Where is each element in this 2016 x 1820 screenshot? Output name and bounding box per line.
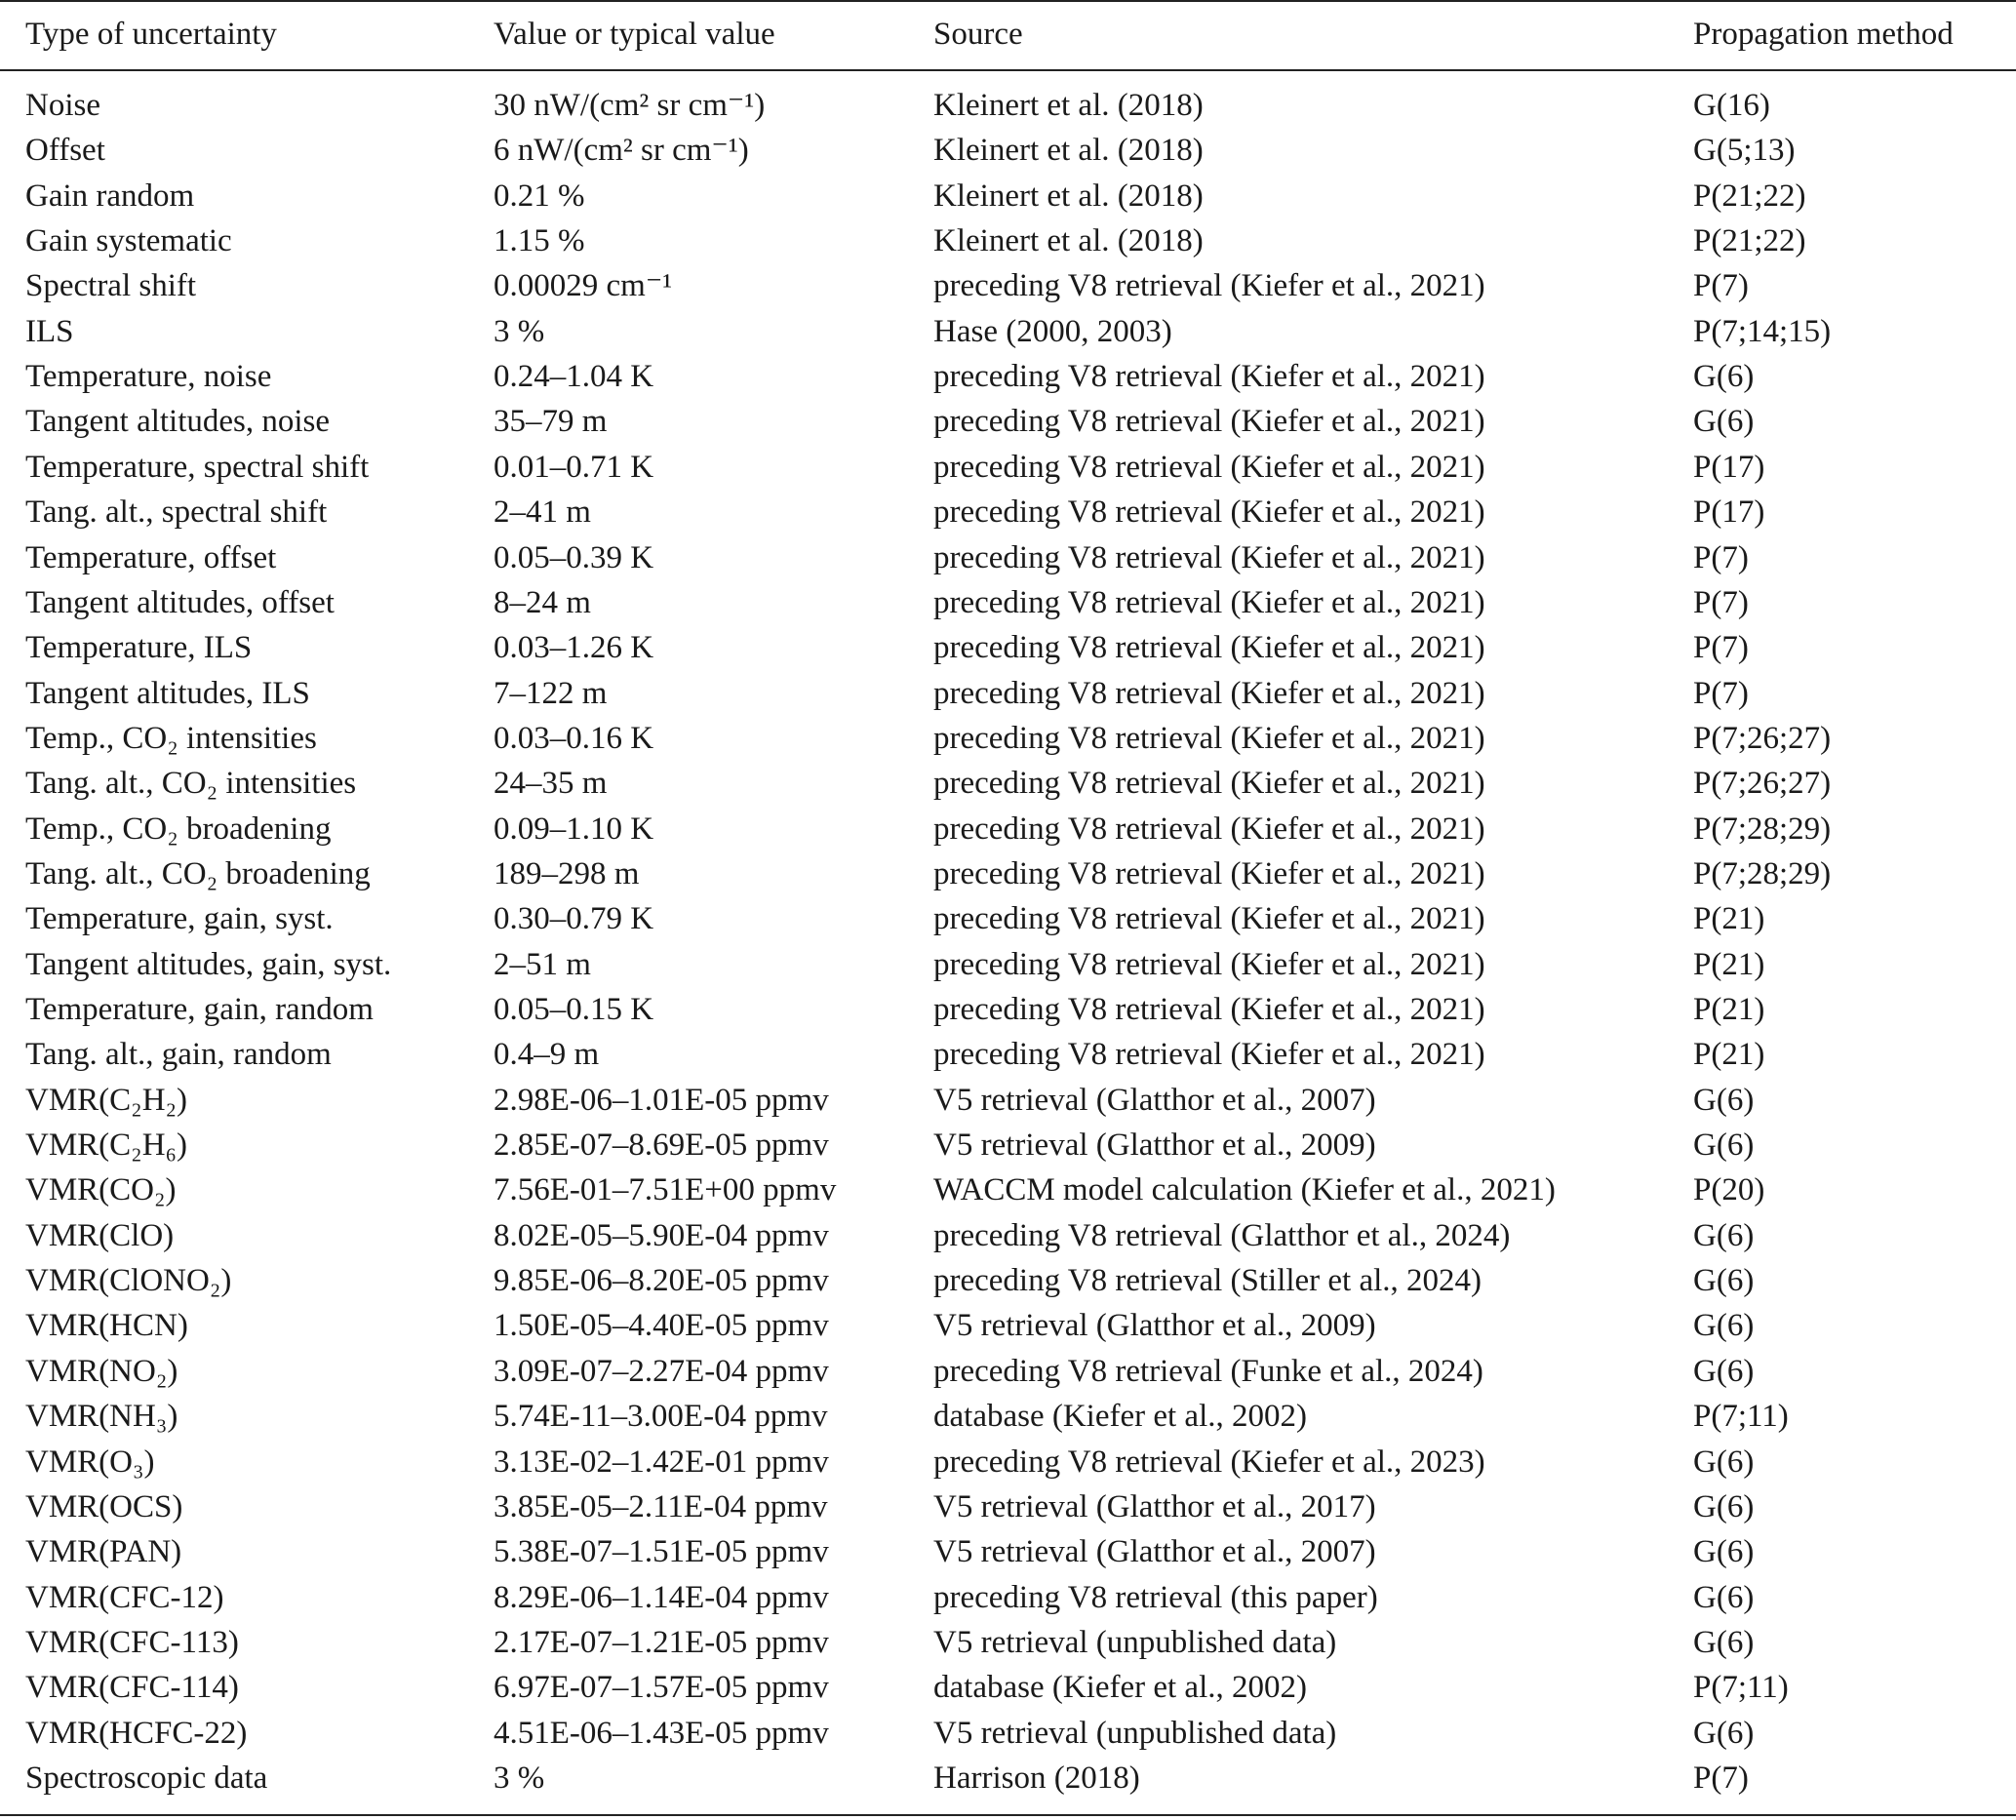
cell-propagation: G(6) [1693, 1217, 1755, 1253]
cell-type: Temperature, noise [25, 359, 272, 395]
cell-value: 0.01–0.71 K [494, 449, 654, 485]
cell-value: 8.29E-06–1.14E-04 ppmv [494, 1579, 829, 1615]
table-row [0, 942, 2016, 987]
table-row [0, 354, 2016, 399]
bottom-rule [0, 1814, 2016, 1816]
cell-propagation: P(17) [1693, 449, 1765, 485]
cell-source: WACCM model calculation (Kiefer et al., 2021) [933, 1172, 1556, 1208]
cell-value: 5.38E-07–1.51E-05 ppmv [494, 1534, 829, 1570]
table-row [0, 1529, 2016, 1574]
table-row [0, 263, 2016, 308]
table-row [0, 1394, 2016, 1439]
table-row [0, 1665, 2016, 1710]
cell-type: Tangent altitudes, gain, syst. [25, 946, 392, 982]
cell-type: VMR(HCN) [25, 1308, 188, 1344]
cell-propagation: P(21) [1693, 992, 1765, 1027]
cell-propagation: G(6) [1693, 1128, 1755, 1164]
table-row [0, 851, 2016, 896]
cell-source: Kleinert et al. (2018) [933, 223, 1204, 259]
cell-propagation: P(17) [1693, 495, 1765, 531]
cell-source: preceding V8 retrieval (Kiefer et al., 2021) [933, 720, 1485, 756]
table-row [0, 1213, 2016, 1258]
cell-type: Temperature, ILS [25, 630, 253, 666]
cell-type: VMR(ClONO₂) [25, 1263, 232, 1299]
cell-propagation: G(6) [1693, 1624, 1755, 1660]
cell-source: Kleinert et al. (2018) [933, 88, 1204, 123]
cell-source: preceding V8 retrieval (Kiefer et al., 2021) [933, 449, 1485, 485]
cell-source: V5 retrieval (Glatthor et al., 2009) [933, 1308, 1376, 1344]
cell-source: V5 retrieval (unpublished data) [933, 1624, 1337, 1660]
cell-type: Tang. alt., spectral shift [25, 495, 328, 531]
cell-value: 0.30–0.79 K [494, 901, 654, 937]
table-row [0, 1078, 2016, 1123]
cell-value: 3.09E-07–2.27E-04 ppmv [494, 1353, 829, 1389]
header-value: Value or typical value [494, 17, 775, 52]
table-row [0, 1123, 2016, 1167]
cell-propagation: G(6) [1693, 359, 1755, 395]
cell-source: preceding V8 retrieval (Kiefer et al., 2021) [933, 1037, 1485, 1073]
table-row [0, 1303, 2016, 1348]
cell-value: 1.50E-05–4.40E-05 ppmv [494, 1308, 829, 1344]
table-row [0, 1349, 2016, 1394]
cell-type: VMR(HCFC-22) [25, 1715, 248, 1751]
cell-value: 35–79 m [494, 404, 608, 440]
cell-propagation: P(21;22) [1693, 178, 1806, 214]
cell-propagation: P(21) [1693, 946, 1765, 982]
cell-value: 3.13E-02–1.42E-01 ppmv [494, 1444, 829, 1480]
cell-propagation: P(7) [1693, 675, 1749, 711]
cell-propagation: P(7;26;27) [1693, 766, 1832, 802]
cell-type: VMR(CO₂) [25, 1172, 177, 1208]
cell-source: preceding V8 retrieval (Kiefer et al., 2021) [933, 539, 1485, 575]
cell-value: 0.4–9 m [494, 1037, 600, 1073]
table-row [0, 1575, 2016, 1620]
cell-propagation: P(7;26;27) [1693, 720, 1832, 756]
table-row [0, 309, 2016, 354]
cell-value: 1.15 % [494, 223, 585, 259]
cell-type: VMR(ClO) [25, 1217, 175, 1253]
cell-source: V5 retrieval (Glatthor et al., 2007) [933, 1082, 1376, 1118]
cell-propagation: P(7) [1693, 1760, 1749, 1796]
cell-source: preceding V8 retrieval (Kiefer et al., 2021) [933, 359, 1485, 395]
cell-type: Gain systematic [25, 223, 232, 259]
table-row [0, 174, 2016, 218]
cell-source: preceding V8 retrieval (Funke et al., 2024) [933, 1353, 1483, 1389]
header-propagation: Propagation method [1693, 17, 1954, 52]
cell-value: 0.24–1.04 K [494, 359, 654, 395]
cell-propagation: P(7) [1693, 630, 1749, 666]
cell-value: 7.56E-01–7.51E+00 ppmv [494, 1172, 837, 1208]
cell-value: 0.09–1.10 K [494, 811, 654, 847]
cell-source: V5 retrieval (Glatthor et al., 2009) [933, 1128, 1376, 1164]
cell-source: preceding V8 retrieval (Kiefer et al., 2021) [933, 404, 1485, 440]
cell-value: 2.85E-07–8.69E-05 ppmv [494, 1128, 829, 1164]
cell-type: Gain random [25, 178, 195, 214]
cell-type: ILS [25, 313, 74, 349]
cell-propagation: P(7;11) [1693, 1399, 1789, 1435]
cell-type: Tang. alt., CO₂ broadening [25, 855, 371, 891]
cell-value: 8.02E-05–5.90E-04 ppmv [494, 1217, 829, 1253]
cell-value: 2.98E-06–1.01E-05 ppmv [494, 1082, 829, 1118]
table-row [0, 1484, 2016, 1529]
cell-type: VMR(C₂H₆) [25, 1128, 188, 1164]
table-row [0, 761, 2016, 806]
header-rule [0, 69, 2016, 71]
cell-propagation: G(6) [1693, 1353, 1755, 1389]
cell-type: VMR(C₂H₂) [25, 1082, 188, 1118]
cell-value: 3 % [494, 1760, 545, 1796]
cell-value: 30 nW/(cm² sr cm⁻¹) [494, 88, 766, 123]
cell-source: preceding V8 retrieval (Kiefer et al., 2021) [933, 766, 1485, 802]
cell-type: VMR(CFC-12) [25, 1579, 224, 1615]
cell-source: preceding V8 retrieval (Kiefer et al., 2021) [933, 855, 1485, 891]
cell-value: 0.21 % [494, 178, 585, 214]
cell-type: VMR(NO₂) [25, 1353, 178, 1389]
table-row [0, 1032, 2016, 1077]
cell-type: Temp., CO₂ broadening [25, 811, 332, 847]
cell-propagation: G(6) [1693, 1488, 1755, 1524]
table-row [0, 128, 2016, 173]
table-row [0, 1258, 2016, 1303]
table-row [0, 1711, 2016, 1756]
table-row [0, 896, 2016, 941]
cell-value: 0.00029 cm⁻¹ [494, 268, 673, 304]
cell-source: preceding V8 retrieval (Kiefer et al., 2021) [933, 584, 1485, 620]
cell-source: preceding V8 retrieval (Kiefer et al., 2021) [933, 630, 1485, 666]
cell-propagation: P(7) [1693, 268, 1749, 304]
cell-value: 4.51E-06–1.43E-05 ppmv [494, 1715, 829, 1751]
cell-value: 6 nW/(cm² sr cm⁻¹) [494, 133, 749, 169]
cell-type: Noise [25, 88, 100, 123]
cell-type: VMR(O₃) [25, 1444, 155, 1480]
cell-propagation: P(7) [1693, 584, 1749, 620]
cell-source: preceding V8 retrieval (this paper) [933, 1579, 1378, 1615]
cell-value: 5.74E-11–3.00E-04 ppmv [494, 1399, 828, 1435]
cell-propagation: G(6) [1693, 1082, 1755, 1118]
table-row [0, 490, 2016, 534]
table-row [0, 399, 2016, 444]
cell-value: 0.03–0.16 K [494, 720, 654, 756]
cell-propagation: P(7;28;29) [1693, 811, 1832, 847]
table-row [0, 987, 2016, 1032]
cell-value: 0.03–1.26 K [494, 630, 654, 666]
cell-value: 8–24 m [494, 584, 591, 620]
cell-source: preceding V8 retrieval (Glatthor et al., 2024) [933, 1217, 1511, 1253]
cell-source: Harrison (2018) [933, 1760, 1140, 1796]
cell-type: Temp., CO₂ intensities [25, 720, 317, 756]
table-row [0, 580, 2016, 625]
table-row [0, 445, 2016, 490]
table-row [0, 716, 2016, 761]
table-row [0, 625, 2016, 670]
cell-type: Temperature, gain, syst. [25, 901, 334, 937]
cell-type: Tangent altitudes, ILS [25, 675, 310, 711]
top-rule [0, 0, 2016, 2]
table-row [0, 1620, 2016, 1665]
cell-type: Temperature, offset [25, 539, 277, 575]
table-row [0, 83, 2016, 128]
cell-value: 2–51 m [494, 946, 591, 982]
cell-type: Tang. alt., gain, random [25, 1037, 332, 1073]
cell-propagation: G(6) [1693, 1534, 1755, 1570]
cell-source: preceding V8 retrieval (Kiefer et al., 2021) [933, 992, 1485, 1027]
cell-source: preceding V8 retrieval (Kiefer et al., 2021) [933, 268, 1485, 304]
table-row [0, 218, 2016, 263]
cell-type: Temperature, gain, random [25, 992, 374, 1027]
cell-propagation: G(6) [1693, 1579, 1755, 1615]
cell-value: 9.85E-06–8.20E-05 ppmv [494, 1263, 829, 1299]
cell-propagation: G(5;13) [1693, 133, 1796, 169]
cell-type: VMR(CFC-113) [25, 1624, 239, 1660]
cell-type: VMR(PAN) [25, 1534, 182, 1570]
cell-source: database (Kiefer et al., 2002) [933, 1670, 1307, 1706]
cell-source: Kleinert et al. (2018) [933, 178, 1204, 214]
cell-type: VMR(OCS) [25, 1488, 183, 1524]
cell-value: 189–298 m [494, 855, 640, 891]
cell-type: Spectroscopic data [25, 1760, 268, 1796]
cell-propagation: G(6) [1693, 1444, 1755, 1480]
cell-propagation: P(21) [1693, 1037, 1765, 1073]
cell-propagation: P(21) [1693, 901, 1765, 937]
cell-source: preceding V8 retrieval (Kiefer et al., 2021) [933, 946, 1485, 982]
cell-source: Kleinert et al. (2018) [933, 133, 1204, 169]
cell-propagation: G(6) [1693, 404, 1755, 440]
cell-source: V5 retrieval (Glatthor et al., 2007) [933, 1534, 1376, 1570]
cell-propagation: P(21;22) [1693, 223, 1806, 259]
table-row [0, 807, 2016, 851]
cell-value: 3.85E-05–2.11E-04 ppmv [494, 1488, 828, 1524]
cell-value: 0.05–0.15 K [494, 992, 654, 1027]
table-row [0, 671, 2016, 716]
cell-source: V5 retrieval (unpublished data) [933, 1715, 1337, 1751]
cell-type: VMR(NH₃) [25, 1399, 178, 1435]
cell-source: preceding V8 retrieval (Kiefer et al., 2021) [933, 901, 1485, 937]
cell-propagation: G(6) [1693, 1263, 1755, 1299]
cell-propagation: P(20) [1693, 1172, 1765, 1208]
table-header-row [0, 10, 2016, 59]
cell-type: Tangent altitudes, noise [25, 404, 331, 440]
cell-type: Spectral shift [25, 268, 197, 304]
table-row [0, 1440, 2016, 1484]
cell-value: 6.97E-07–1.57E-05 ppmv [494, 1670, 829, 1706]
header-type: Type of uncertainty [25, 17, 277, 52]
cell-source: preceding V8 retrieval (Kiefer et al., 2021) [933, 495, 1485, 531]
cell-type: Offset [25, 133, 105, 169]
cell-source: Hase (2000, 2003) [933, 313, 1172, 349]
cell-source: preceding V8 retrieval (Stiller et al., 2024) [933, 1263, 1482, 1299]
cell-source: preceding V8 retrieval (Kiefer et al., 2021) [933, 675, 1485, 711]
cell-value: 2–41 m [494, 495, 591, 531]
cell-type: Temperature, spectral shift [25, 449, 370, 485]
cell-value: 2.17E-07–1.21E-05 ppmv [494, 1624, 829, 1660]
cell-propagation: P(7) [1693, 539, 1749, 575]
cell-type: Tang. alt., CO₂ intensities [25, 766, 357, 802]
cell-value: 0.05–0.39 K [494, 539, 654, 575]
cell-propagation: G(16) [1693, 88, 1770, 123]
cell-propagation: P(7;14;15) [1693, 313, 1832, 349]
table-row [0, 535, 2016, 580]
header-source: Source [933, 17, 1023, 52]
cell-source: preceding V8 retrieval (Kiefer et al., 2023) [933, 1444, 1485, 1480]
cell-source: preceding V8 retrieval (Kiefer et al., 2021) [933, 811, 1485, 847]
cell-value: 24–35 m [494, 766, 608, 802]
table-row [0, 1756, 2016, 1800]
cell-propagation: P(7;28;29) [1693, 855, 1832, 891]
cell-source: V5 retrieval (Glatthor et al., 2017) [933, 1488, 1376, 1524]
table-row [0, 1167, 2016, 1212]
cell-propagation: P(7;11) [1693, 1670, 1789, 1706]
cell-source: database (Kiefer et al., 2002) [933, 1399, 1307, 1435]
cell-propagation: G(6) [1693, 1308, 1755, 1344]
cell-type: Tangent altitudes, offset [25, 584, 335, 620]
cell-propagation: G(6) [1693, 1715, 1755, 1751]
cell-value: 7–122 m [494, 675, 608, 711]
cell-type: VMR(CFC-114) [25, 1670, 239, 1706]
cell-value: 3 % [494, 313, 545, 349]
